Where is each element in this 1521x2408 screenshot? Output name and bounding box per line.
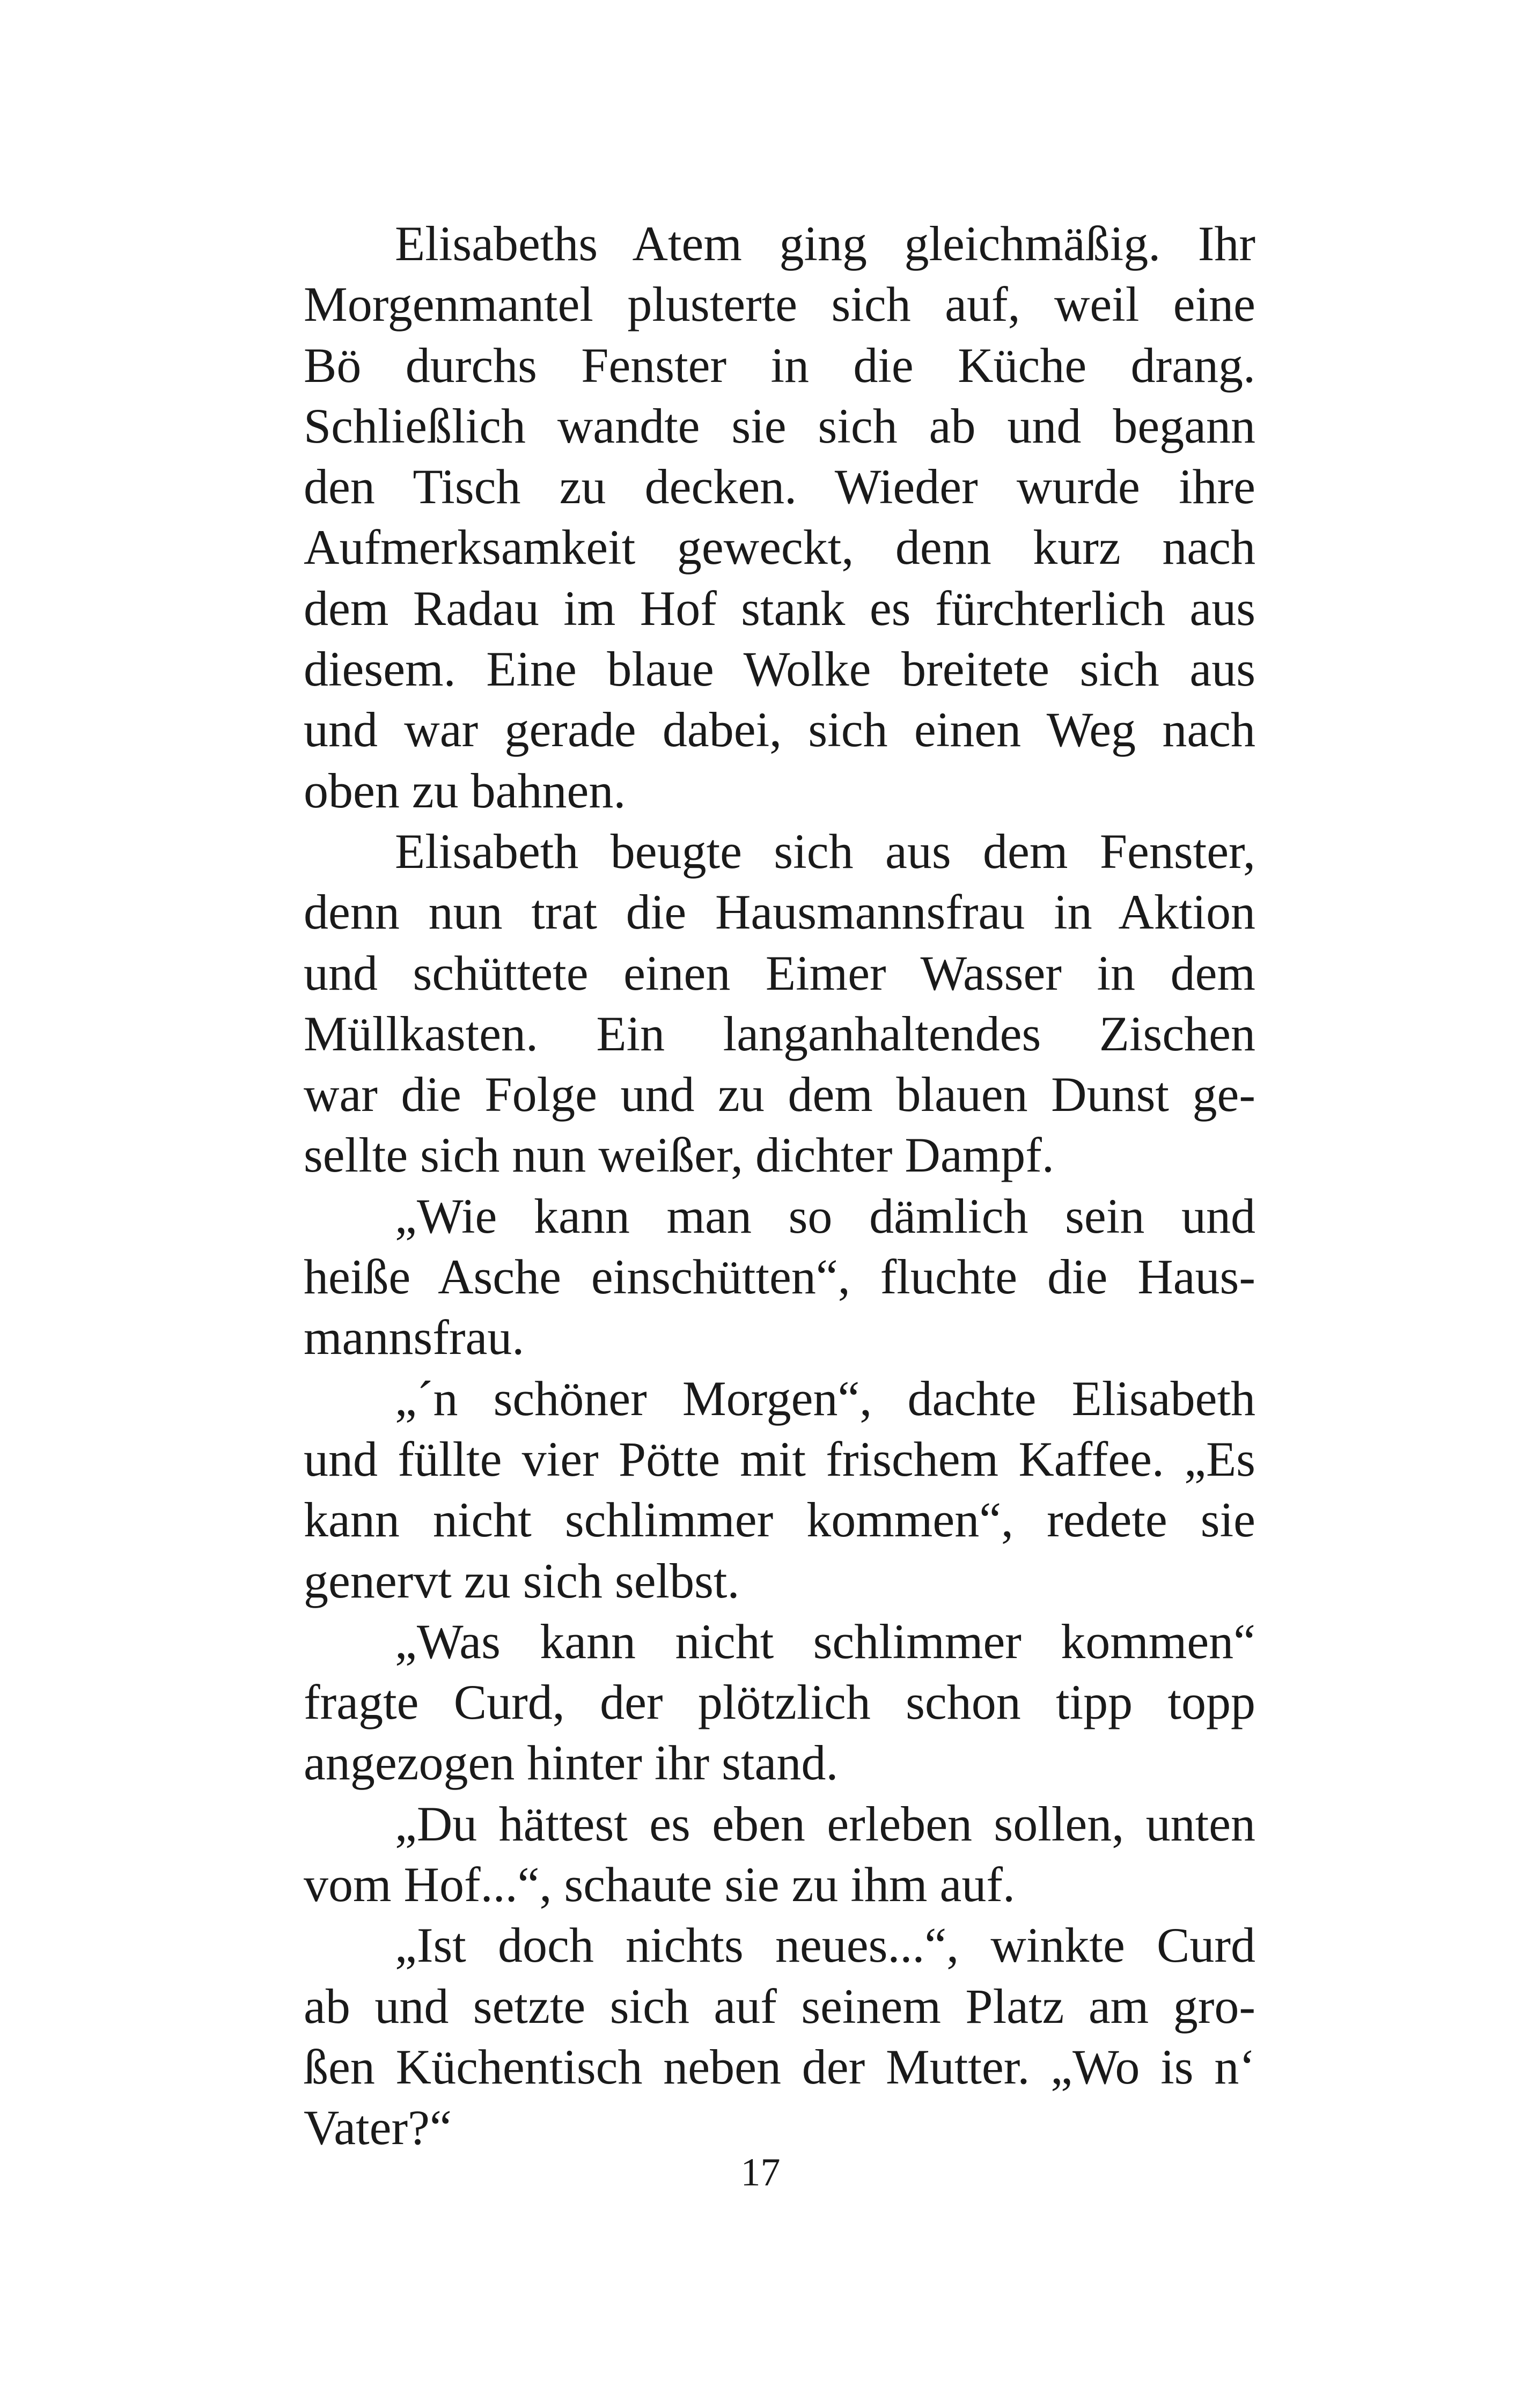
text-line: dem Radau im Hof stank es fürchterlich aus	[304, 580, 1255, 636]
text-line: Bö durchs Fenster in die Küche drang.	[304, 337, 1255, 393]
text-line: angezogen hinter ihr stand.	[304, 1735, 839, 1791]
text-line: „Wie kann man so dämlich sein und	[395, 1188, 1255, 1243]
text-line: mannsfrau.	[304, 1310, 525, 1365]
text-line: „´n schöner Morgen“, dachte Elisabeth	[395, 1371, 1255, 1426]
text-line: Morgenmantel plusterte sich auf, weil eine	[304, 277, 1255, 332]
text-line: denn nun trat die Hausmannsfrau in Aktion	[304, 885, 1255, 940]
page-number: 17	[740, 2151, 781, 2195]
text-line: vom Hof...“, schaute sie zu ihm auf.	[304, 1857, 1015, 1912]
text-line: und war gerade dabei, sich einen Weg nach	[304, 702, 1255, 757]
text-line: diesem. Eine blaue Wolke breitete sich aus	[304, 642, 1255, 697]
text-line: kann nicht schlimmer kommen“, redete sie	[304, 1492, 1255, 1548]
text-line: den Tisch zu decken. Wieder wurde ihre	[304, 459, 1255, 514]
text-line: war die Folge und zu dem blauen Dunst ge-	[304, 1067, 1255, 1122]
text-line: Aufmerksamkeit geweckt, denn kurz nach	[304, 520, 1255, 575]
text-line: Schließlich wandte sie sich ab und begann	[304, 398, 1255, 453]
text-line: fragte Curd, der plötzlich schon tipp topp	[304, 1675, 1255, 1730]
text-line: heiße Asche einschütten“, fluchte die Haus-	[304, 1249, 1255, 1305]
text-line: Elisabeth beugte sich aus dem Fenster,	[395, 823, 1255, 879]
text-line: genervt zu sich selbst.	[304, 1553, 740, 1608]
body-text	[304, 213, 1255, 2159]
text-line: Elisabeths Atem ging gleichmäßig. Ihr	[395, 216, 1255, 271]
text-line: Vater?“	[304, 2100, 452, 2155]
text-line: und schüttete einen Eimer Wasser in dem	[304, 945, 1255, 1000]
text-line: ßen Küchentisch neben der Mutter. „Wo is n‘	[304, 2039, 1255, 2094]
text-line: „Was kann nicht schlimmer kommen“	[395, 1614, 1255, 1669]
text-line: „Du hättest es eben erleben sollen, unten	[395, 1796, 1255, 1851]
text-line: und füllte vier Pötte mit frischem Kaffee. „Es	[304, 1431, 1255, 1486]
text-line: ab und setzte sich auf seinem Platz am gro-	[304, 1978, 1255, 2034]
text-line: „Ist doch nichts neues...“, winkte Curd	[395, 1918, 1255, 1973]
text-line: Müllkasten. Ein langanhaltendes Zischen	[304, 1006, 1255, 1061]
text-line: sellte sich nun weißer, dichter Dampf.	[304, 1128, 1054, 1183]
text-line: oben zu bahnen.	[304, 763, 626, 818]
